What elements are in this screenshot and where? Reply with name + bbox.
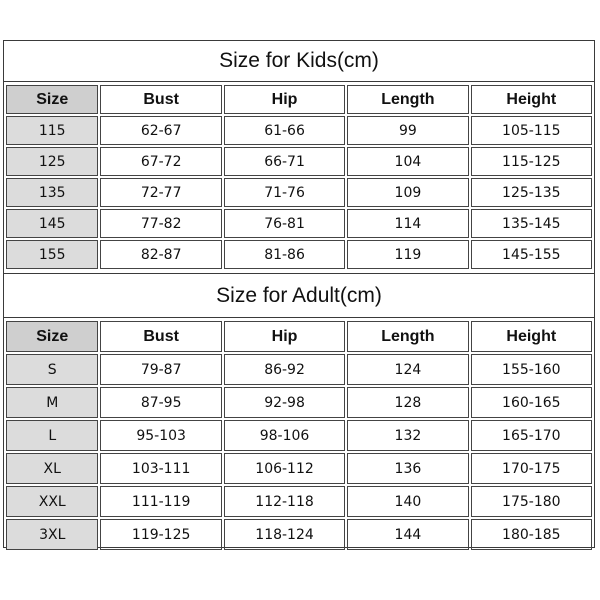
length-cell: 136 bbox=[347, 453, 468, 484]
size-cell: 135 bbox=[6, 178, 98, 207]
adult-header-size: Size bbox=[6, 321, 98, 352]
bust-cell: 87-95 bbox=[100, 387, 221, 418]
bust-cell: 119-125 bbox=[100, 519, 221, 550]
size-cell: S bbox=[6, 354, 98, 385]
height-cell: 105-115 bbox=[471, 116, 592, 145]
length-cell: 119 bbox=[347, 240, 468, 269]
bust-cell: 67-72 bbox=[100, 147, 221, 176]
bust-cell: 103-111 bbox=[100, 453, 221, 484]
table-row bbox=[6, 178, 592, 207]
length-cell: 109 bbox=[347, 178, 468, 207]
table-row bbox=[6, 209, 592, 238]
kids-size-table bbox=[4, 83, 594, 271]
table-row bbox=[6, 147, 592, 176]
adult-header-bust: Bust bbox=[100, 321, 221, 352]
kids-header-hip: Hip bbox=[224, 85, 345, 114]
bust-cell: 82-87 bbox=[100, 240, 221, 269]
length-cell: 124 bbox=[347, 354, 468, 385]
hip-cell: 112-118 bbox=[224, 486, 345, 517]
adult-header-hip: Hip bbox=[224, 321, 345, 352]
table-row bbox=[6, 116, 592, 145]
length-cell: 99 bbox=[347, 116, 468, 145]
bust-cell: 72-77 bbox=[100, 178, 221, 207]
height-cell: 115-125 bbox=[471, 147, 592, 176]
hip-cell: 98-106 bbox=[224, 420, 345, 451]
height-cell: 175-180 bbox=[471, 486, 592, 517]
height-cell: 170-175 bbox=[471, 453, 592, 484]
size-cell: XL bbox=[6, 453, 98, 484]
length-cell: 132 bbox=[347, 420, 468, 451]
size-cell: 145 bbox=[6, 209, 98, 238]
bust-cell: 77-82 bbox=[100, 209, 221, 238]
kids-title: Size for Kids(cm) bbox=[219, 49, 379, 72]
kids-header-height: Height bbox=[471, 85, 592, 114]
length-cell: 104 bbox=[347, 147, 468, 176]
table-row bbox=[6, 453, 592, 484]
adult-header-row bbox=[6, 321, 592, 352]
bust-cell: 79-87 bbox=[100, 354, 221, 385]
adult-header-height: Height bbox=[471, 321, 592, 352]
hip-cell: 86-92 bbox=[224, 354, 345, 385]
hip-cell: 106-112 bbox=[224, 453, 345, 484]
kids-header-size: Size bbox=[6, 85, 98, 114]
length-cell: 144 bbox=[347, 519, 468, 550]
bust-cell: 62-67 bbox=[100, 116, 221, 145]
height-cell: 165-170 bbox=[471, 420, 592, 451]
length-cell: 140 bbox=[347, 486, 468, 517]
length-cell: 114 bbox=[347, 209, 468, 238]
hip-cell: 71-76 bbox=[224, 178, 345, 207]
size-cell: XXL bbox=[6, 486, 98, 517]
size-cell: 125 bbox=[6, 147, 98, 176]
size-cell: 3XL bbox=[6, 519, 98, 550]
kids-title-divider bbox=[4, 81, 594, 82]
height-cell: 155-160 bbox=[471, 354, 592, 385]
size-cell: L bbox=[6, 420, 98, 451]
table-row bbox=[6, 387, 592, 418]
table-row bbox=[6, 354, 592, 385]
adult-title: Size for Adult(cm) bbox=[216, 284, 382, 307]
hip-cell: 118-124 bbox=[224, 519, 345, 550]
bust-cell: 111-119 bbox=[100, 486, 221, 517]
height-cell: 135-145 bbox=[471, 209, 592, 238]
table-row bbox=[6, 486, 592, 517]
size-cell: 115 bbox=[6, 116, 98, 145]
size-cell: 155 bbox=[6, 240, 98, 269]
height-cell: 160-165 bbox=[471, 387, 592, 418]
table-row bbox=[6, 519, 592, 550]
kids-header-row bbox=[6, 85, 592, 114]
height-cell: 180-185 bbox=[471, 519, 592, 550]
hip-cell: 61-66 bbox=[224, 116, 345, 145]
size-cell: M bbox=[6, 387, 98, 418]
hip-cell: 81-86 bbox=[224, 240, 345, 269]
adult-size-table bbox=[4, 319, 594, 552]
hip-cell: 76-81 bbox=[224, 209, 345, 238]
adult-title-divider bbox=[4, 317, 594, 318]
size-chart bbox=[3, 40, 595, 548]
adult-header-length: Length bbox=[347, 321, 468, 352]
kids-header-length: Length bbox=[347, 85, 468, 114]
height-cell: 145-155 bbox=[471, 240, 592, 269]
kids-header-bust: Bust bbox=[100, 85, 221, 114]
table-row bbox=[6, 240, 592, 269]
section-divider bbox=[4, 273, 594, 274]
hip-cell: 66-71 bbox=[224, 147, 345, 176]
bust-cell: 95-103 bbox=[100, 420, 221, 451]
length-cell: 128 bbox=[347, 387, 468, 418]
table-row bbox=[6, 420, 592, 451]
height-cell: 125-135 bbox=[471, 178, 592, 207]
hip-cell: 92-98 bbox=[224, 387, 345, 418]
